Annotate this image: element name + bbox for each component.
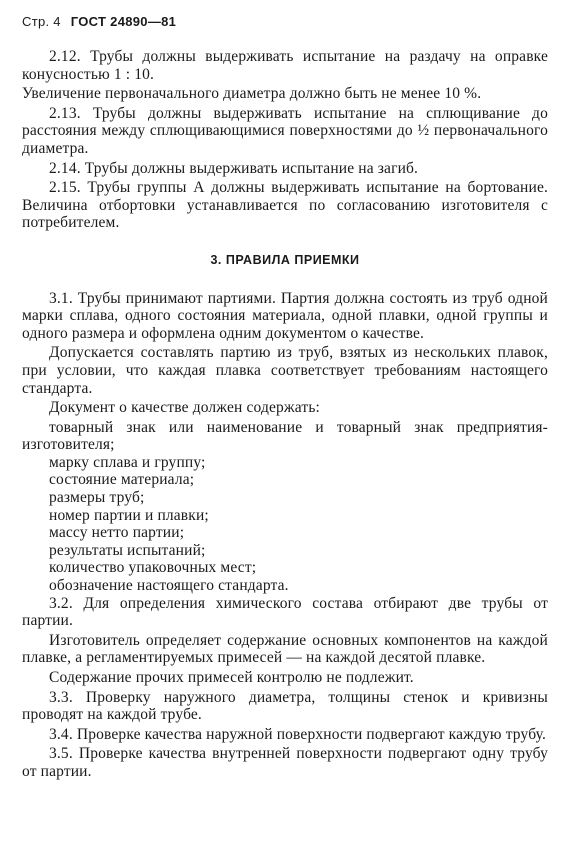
standard-code: ГОСТ 24890—81 xyxy=(70,14,177,29)
paragraph-3-2: 3.2. Для определения химического состава отбирают две трубы от партии. xyxy=(22,594,548,630)
paragraph-3-2-other: Содержание прочих примесей контролю не подлежит. xyxy=(49,669,414,686)
list-item: товарный знак или наименование и товарный знак предприятия-изготовителя; xyxy=(22,418,548,454)
document-body xyxy=(22,48,548,783)
list-item: обозначение настоящего стандарта. xyxy=(49,577,289,595)
paragraph-3-3: 3.3. Проверку наружного диаметра, толщины стенок и кривизны проводят на каждой трубе. xyxy=(22,688,548,724)
page-header xyxy=(22,14,182,29)
section-title: 3. ПРАВИЛА ПРИЕМКИ xyxy=(210,252,360,267)
paragraph-3-1: 3.1. Трубы принимают партиями. Партия должна состоять из труб одной марки сплава, одного состояния материала, одной плавки, одной группы и одного размера и оформлена одним документом о качестве. xyxy=(22,289,548,342)
paragraph-3-5: 3.5. Проверке качества внутренней поверхности подвергают одну трубу от партии. xyxy=(22,745,548,780)
paragraph-2-13: 2.13. Трубы должны выдерживать испытание на сплющивание до расстояния между сплющивающимися поверхностями до ½ первоначального диаметра. xyxy=(22,104,548,157)
paragraph-2-12: 2.12. Трубы должны выдерживать испытание на раздачу на оправке конусностью 1 : 10. xyxy=(22,48,548,83)
page-number: Стр. 4 xyxy=(22,14,61,29)
document-contents-list xyxy=(22,419,548,595)
paragraph-3-2-manufacturer: Изготовитель определяет содержание основных компонентов на каждой плавке, а регламентируемых примесей — на каждой десятой плавке. xyxy=(22,631,548,667)
list-item: результаты испытаний; xyxy=(49,541,206,559)
list-item: состояние материала; xyxy=(49,471,195,489)
paragraph-3-1-doc: Документ о качестве должен содержать: xyxy=(49,399,320,417)
list-item: размеры труб; xyxy=(49,489,145,507)
list-item: массу нетто партии; xyxy=(49,524,185,542)
paragraph-3-4: 3.4. Проверке качества наружной поверхности подвергают каждую трубу. xyxy=(49,725,547,743)
list-item: марку сплава и группу; xyxy=(49,453,206,471)
paragraph-2-15: 2.15. Трубы группы А должны выдерживать испытание на бортование. Величина отбортовки устанавливается по согласованию изготовителя с потребителем. xyxy=(22,179,548,232)
list-item: номер партии и плавки; xyxy=(49,506,209,524)
list-item: количество упаковочных мест; xyxy=(49,559,257,577)
paragraph-3-1-batch: Допускается составлять партию из труб, взятых из нескольких плавок, при условии, что каждая плавка соответствует требованиям настоящего стандарта. xyxy=(22,344,548,397)
paragraph-2-14: 2.14. Трубы должны выдерживать испытание на загиб. xyxy=(49,159,419,177)
paragraph-2-12-note: Увеличение первоначального диаметра должно быть не менее 10 %. xyxy=(22,85,482,103)
